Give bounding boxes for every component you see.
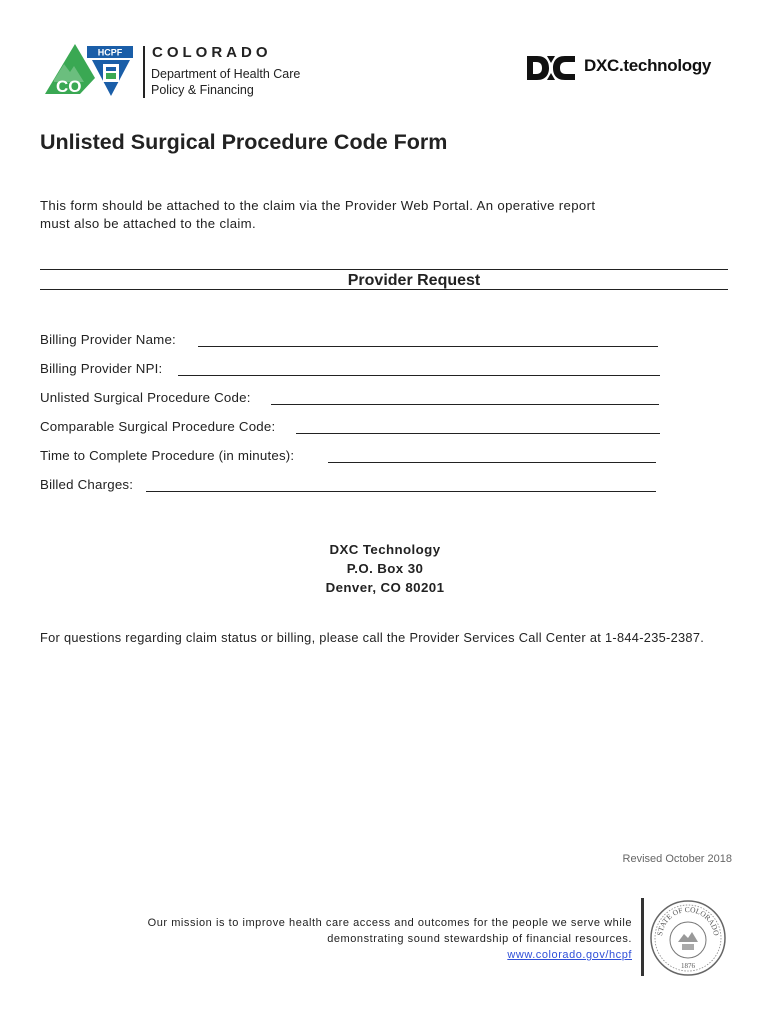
section-top-rule (40, 269, 728, 270)
billing-provider-npi-field[interactable] (178, 375, 660, 376)
billing-provider-name-label: Billing Provider Name: (40, 332, 176, 347)
time-to-complete-label: Time to Complete Procedure (in minutes): (40, 448, 295, 463)
co-text: CO (56, 77, 82, 96)
state-name: COLORADO (152, 44, 272, 61)
questions-text: For questions regarding claim status or billing, please call the Provider Services Call Center at 1-844-235-2387. (40, 630, 705, 645)
billed-charges-field[interactable] (146, 491, 656, 492)
form-title: Unlisted Surgical Procedure Code Form (40, 130, 448, 154)
unlisted-code-field[interactable] (271, 404, 659, 405)
section-title-text: Provider Request (347, 272, 481, 289)
department-line-2: Policy & Financing (151, 83, 254, 97)
mailing-address (0, 540, 770, 597)
address-line-1: DXC Technology (329, 542, 441, 557)
form-intro (40, 197, 680, 233)
seal-text: STATE OF COLORADO (655, 904, 721, 937)
seal-divider (641, 898, 644, 976)
dxc-technology-name: DXC.technology (584, 56, 712, 75)
intro-line-2: must also be attached to the claim. (40, 216, 257, 231)
time-to-complete-field[interactable] (328, 462, 656, 463)
mission-line-2: demonstrating sound stewardship of financial resources. (327, 933, 632, 945)
mission-statement (148, 915, 632, 963)
hcpf-text: HCPF (97, 47, 123, 58)
billing-provider-npi-label: Billing Provider NPI: (40, 361, 163, 376)
colorado-hcpf-logo (40, 42, 140, 102)
section-title (0, 272, 770, 290)
hcpf-website-link[interactable]: www.colorado.gov/hcpf (507, 949, 632, 961)
seal-year: 1876 (681, 962, 695, 970)
address-line-3: Denver, CO 80201 (325, 580, 445, 595)
address-line-2: P.O. Box 30 (346, 561, 424, 576)
department-name (151, 66, 300, 98)
state-seal-icon (648, 898, 728, 978)
comparable-code-label: Comparable Surgical Procedure Code: (40, 419, 276, 434)
intro-line-1: This form should be attached to the claim via the Provider Web Portal. An operative report (40, 198, 596, 213)
unlisted-code-label: Unlisted Surgical Procedure Code: (40, 390, 251, 405)
logo-divider (143, 46, 145, 98)
dxc-logo-icon (525, 54, 577, 82)
department-line-1: Department of Health Care (151, 67, 301, 81)
comparable-code-field[interactable] (296, 433, 660, 434)
revised-date: Revised October 2018 (622, 853, 732, 865)
section-bottom-rule (40, 289, 728, 290)
mission-line-1: Our mission is to improve health care access and outcomes for the people we serve while (147, 917, 632, 929)
billing-provider-name-field[interactable] (198, 346, 658, 347)
billed-charges-label: Billed Charges: (40, 477, 134, 492)
